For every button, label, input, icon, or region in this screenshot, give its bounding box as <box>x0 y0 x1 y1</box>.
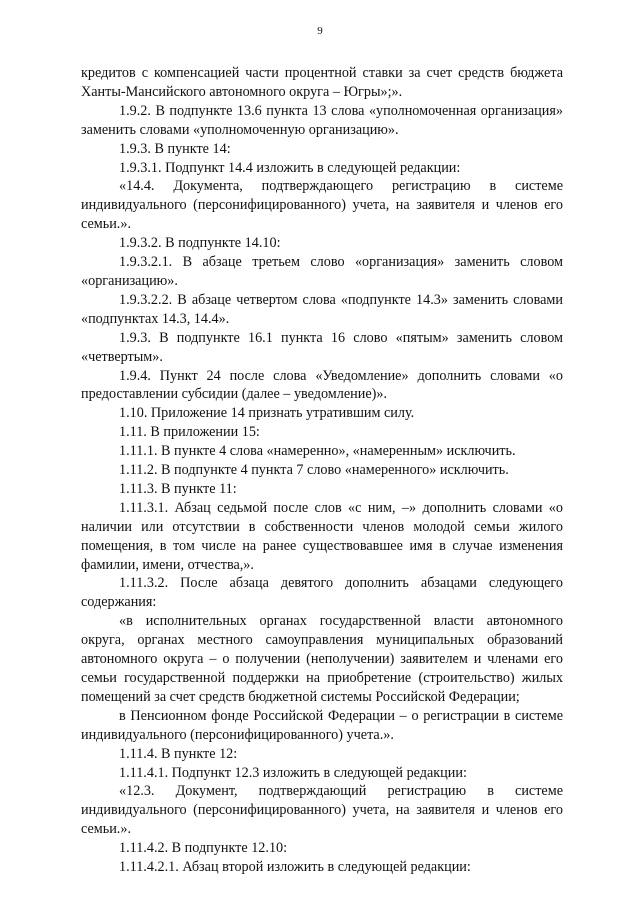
paragraph: 1.11.3.2. После абзаца девятого дополнить абзацами следующего содержания: <box>81 575 563 611</box>
paragraph: 1.11.3. В пункте 11: <box>119 480 237 497</box>
document-body <box>81 64 563 877</box>
paragraph: 1.9.2. В подпункте 13.6 пункта 13 слова «уполномоченная организация» заменить словами «уполномоченную организацию». <box>81 102 563 138</box>
paragraph: 1.9.3. В пункте 14: <box>119 140 231 157</box>
paragraph: 1.11.4.1. Подпункт 12.3 изложить в следующей редакции: <box>119 764 467 781</box>
paragraph: «12.3. Документ, подтверждающий регистрацию в системе индивидуального (персонифицированного) учета, на заявителя и членов его семьи.». <box>81 783 563 838</box>
paragraph: 1.11.4.2. В подпункте 12.10: <box>119 840 288 857</box>
paragraph: 1.9.3.2.1. В абзаце третьем слово «организация» заменить словом «организацию». <box>81 254 563 289</box>
paragraph: 1.11.4. В пункте 12: <box>119 745 238 762</box>
paragraph: «в исполнительных органах государственной власти автономного округа, органах местного самоуправления муниципальных образований автономного округа – о получении (неполучении) заявителем и членами его семьи государственной поддержки на приобретение (строительство) жилых помещений за счет средств бюджетной системы Российской Федерации; <box>81 613 563 705</box>
paragraph: 1.11. В приложении 15: <box>119 424 260 441</box>
paragraph: в Пенсионном фонде Российской Федерации – о регистрации в системе индивидуального (персонифицированного) учета.». <box>81 707 563 743</box>
paragraph: 1.9.4. Пункт 24 после слова «Уведомление» дополнить словами «о предоставлении субсидии (далее – уведомление)». <box>81 367 563 403</box>
paragraph: кредитов с компенсацией части процентной ставки за счет средств бюджета Ханты-Мансийского автономного округа – Югры»;». <box>81 65 563 100</box>
paragraph: «14.4. Документа, подтверждающего регистрацию в системе индивидуального (персонифицированного) учета, на заявителя и членов его семьи.». <box>81 178 563 233</box>
paragraph: 1.11.1. В пункте 4 слова «намеренно», «намеренным» исключить. <box>119 443 516 460</box>
paragraph: 1.9.3.2.2. В абзаце четвертом слова «подпункте 14.3» заменить словами «подпунктах 14.3, 14.4». <box>81 291 563 327</box>
paragraph: 1.9.3.1. Подпункт 14.4 изложить в следующей редакции: <box>119 159 461 176</box>
paragraph: 1.9.3. В подпункте 16.1 пункта 16 слово «пятым» заменить словом «четвертым». <box>81 329 563 365</box>
paragraph: 1.11.3.1. Абзац седьмой после слов «с ним, –» дополнить словами «о наличии или отсутствии в собственности членов молодой семьи жилого помещения, в том числе на ранее существовавшее имя в случае изменения фамилии, имени, отчества,». <box>81 499 563 573</box>
page-number: 9 <box>317 25 323 37</box>
paragraph: 1.9.3.2. В подпункте 14.10: <box>119 235 281 252</box>
paragraph: 1.10. Приложение 14 признать утратившим силу. <box>119 405 415 422</box>
paragraph: 1.11.2. В подпункте 4 пункта 7 слово «намеренного» исключить. <box>119 462 509 479</box>
paragraph: 1.11.4.2.1. Абзац второй изложить в следующей редакции: <box>119 859 471 876</box>
